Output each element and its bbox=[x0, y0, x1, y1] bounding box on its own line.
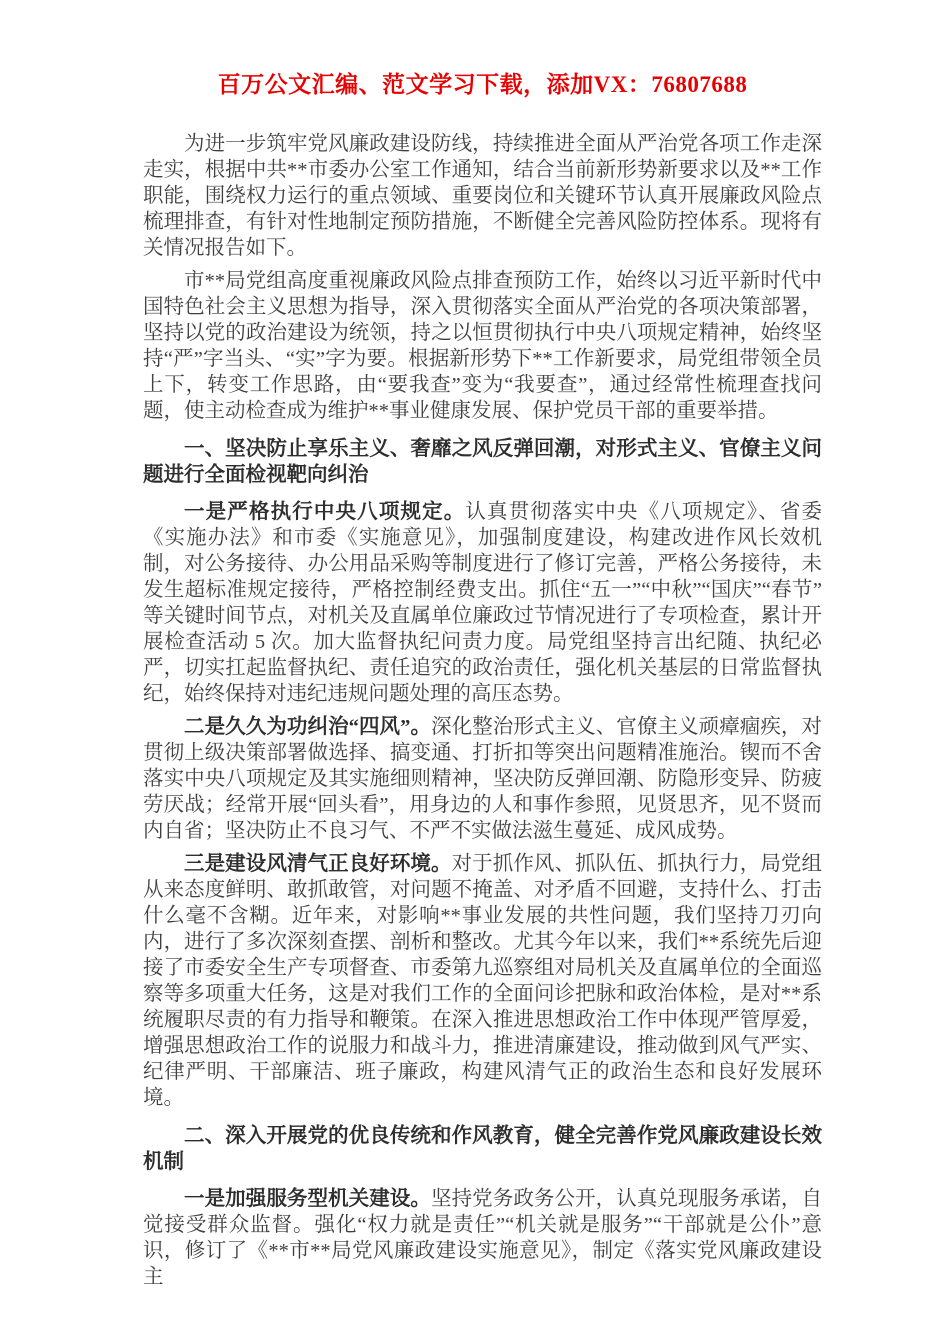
paragraph-text: 坚持党务政务公开，认真兑现服务承诺，自觉接受群众监督。强化“权力就是责任”“机关就是服务”“干部就是公仆”意识，修订了《**市**局党风廉政建设实施意见》，制定《落实党风廉政建设主 bbox=[143, 1188, 822, 1288]
paragraph-text: 对于抓作风、抓队伍、抓执行力，局党组从来态度鲜明、敢抓敢管，对问题不掩盖、对矛盾不回避，支持什么、打击什么毫不含糊。近年来，对影响**事业发展的共性问题，我们坚持刀刃向内，进行了多次深刻查摆、剖析和整改。尤其今年以来，我们**系统先后迎接了市委安全生产专项督查、市委第九巡察组对局机关及直属单位的全面巡察等多项重大任务，这是对我们工作的全面问诊把脉和政治体检，是对**系统履职尽责的有力指导和鞭策。在深入推进思想政治工作中体现严管厚爱，增强思想政治工作的说服力和战斗力，推进清廉建设，推动做到风气严实、纪律严明、干部廉洁、班子廉政，构建风清气正的政治生态和良好发展环境。 bbox=[143, 853, 823, 1109]
paragraph-text: 认真贯彻落实中央《八项规定》、省委《实施办法》和市委《实施意见》，加强制度建设，构建改进作风长效机制，对公务接待、办公用品采购等制度进行了修订完善，严格公务接待，未发生超标准规定接待，严格控制经费支出。抓住“五一”“中秋”“国庆”“春节”等关键时间节点，对机关及直属单位廉政过节情况进行了专项检查，累计开展检查活动 5 次。加大监督执纪问责力度。局党组坚持言出纪随、执纪必严，切实扛起监督执纪、责任追究的政治责任，强化机关基层的日常监督执纪，始终保持对违纪违规问题处理的高压态势。 bbox=[143, 501, 823, 705]
paragraph-lead: 一是加强服务型机关建设。 bbox=[184, 1188, 431, 1210]
paragraph-text: 市**局党组高度重视廉政风险点排查预防工作，始终以习近平新时代中国特色社会主义思想为指导，深入贯彻落实全面从严治党的各项决策部署，坚持以党的政治建设为统领，持之以恒贯彻执行中央八项规定精神，始终坚持“严”字当头、“实”字为要。根据新形势下**工作新要求，局党组带领全员上下，转变工作思路，由“要我查”变为“我要查”，通过经常性梳理查找问题，使主动检查成为维护**事业健康发展、保护党员干部的重要举措。 bbox=[143, 270, 822, 422]
promo-header-text: 百万公文汇编、范文学习下载，添加VX：76807688 bbox=[217, 72, 748, 97]
paragraph-lead: 一是严格执行中央八项规定。 bbox=[184, 501, 466, 523]
paragraph-text: 为进一步筑牢党风廉政建设防线，持续推进全面从严治党各项工作走深走实，根据中共**市委办公室工作通知，结合当前新形势新要求以及**工作职能，围绕权力运行的重点领域、重要岗位和关键环节认真开展廉政风险点梳理排查，有针对性地制定预防措施，不断健全完善风险防控体系。现将有关情况报告如下。 bbox=[143, 133, 822, 259]
paragraph bbox=[143, 1186, 822, 1290]
paragraph-lead: 三是建设风清气正良好环境。 bbox=[184, 853, 452, 875]
paragraph bbox=[143, 499, 822, 707]
paragraph bbox=[143, 714, 822, 844]
paragraph bbox=[143, 268, 822, 424]
paragraph-lead: 二是久久为功纠治“四风”。 bbox=[184, 716, 432, 738]
document-body bbox=[143, 131, 822, 1290]
paragraph bbox=[143, 131, 822, 261]
section-heading: 二、深入开展党的优良传统和作风教育，健全完善作党风廉政建设长效机制 bbox=[143, 1125, 822, 1173]
paragraph bbox=[143, 851, 822, 1111]
section-heading: 一、坚决防止享乐主义、奢靡之风反弹回潮，对形式主义、官僚主义问题进行全面检视靶向纠治 bbox=[143, 438, 822, 486]
paragraph-text: 深化整治形式主义、官僚主义顽瘴痼疾，对贯彻上级决策部署做选择、搞变通、打折扣等突出问题精准施治。锲而不舍落实中央八项规定及其实施细则精神，坚决防反弹回潮、防隐形变异、防疲劳厌战；经常开展“回头看”，用身边的人和事作参照，见贤思齐，见不贤而内自省；坚决防止不良习气、不严不实做法滋生蔓延、成风成势。 bbox=[143, 716, 823, 842]
